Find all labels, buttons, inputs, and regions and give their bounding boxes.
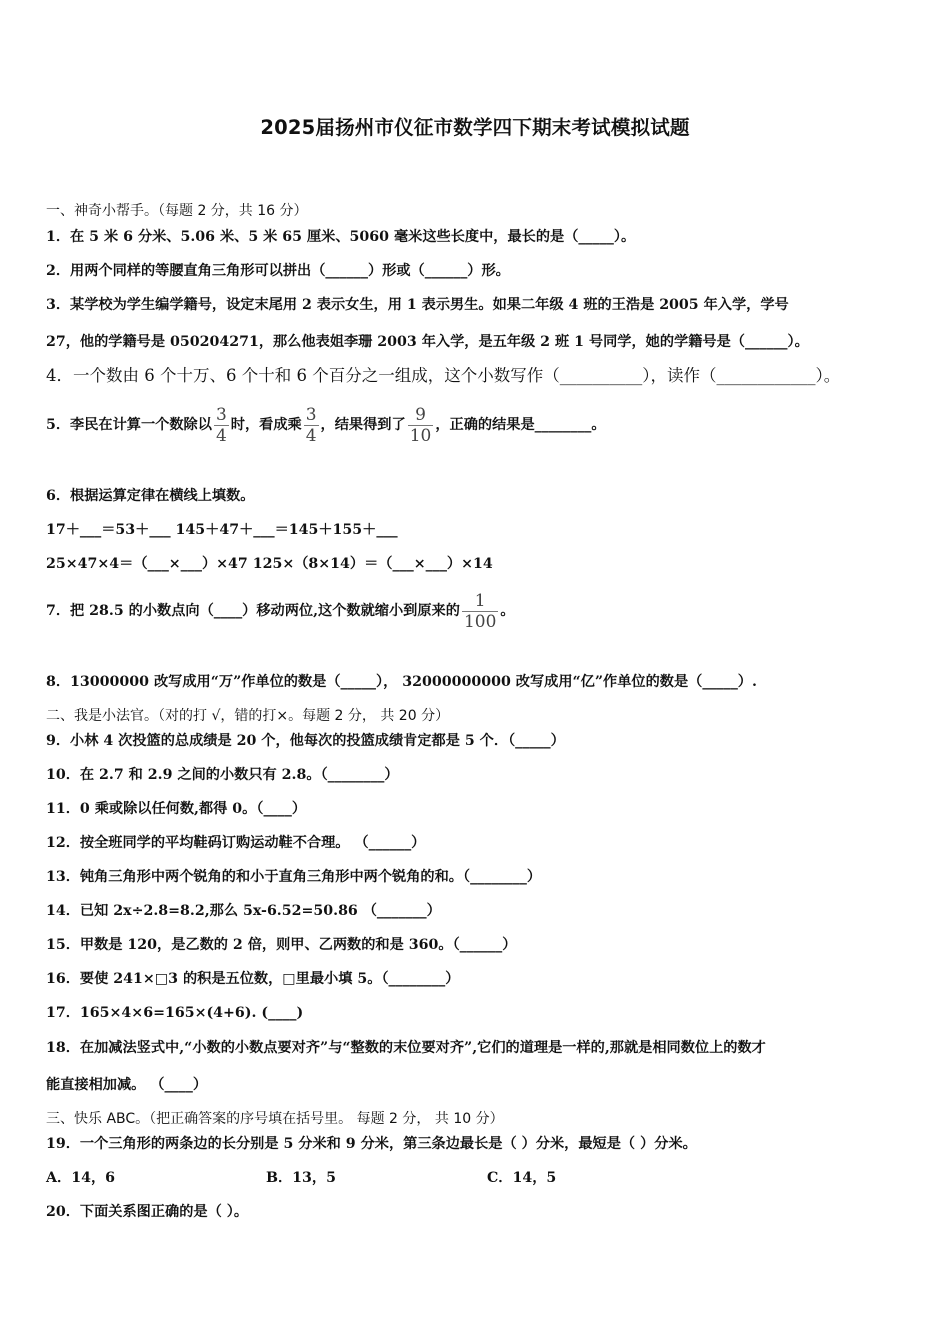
section-1-heading: 一、神奇小帮手。（每题 2 分，共 16 分） xyxy=(46,203,308,219)
question-12: 12．按全班同学的平均鞋码订购运动鞋不合理。 （______） xyxy=(46,835,426,851)
question-19-option-b: B．13，5 xyxy=(266,1170,336,1186)
question-16: 16．要使 241×□3 的积是五位数，□里最小填 5。（________） xyxy=(46,971,460,987)
question-19: 19．一个三角形的两条边的长分别是 5 分米和 9 分米，第三条边最长是（ ）分米，最短是（ ）分米。 xyxy=(46,1136,697,1152)
question-5-text-2: 时，看成乘 xyxy=(230,417,302,433)
question-5-text-1: 5．李民在计算一个数除以 xyxy=(46,417,212,433)
page-title: 2025届扬州市仪征市数学四下期末考试模拟试题 xyxy=(260,116,690,139)
fraction-three-quarters-b: $\frac{3}{4}$ xyxy=(305,404,317,446)
question-6-line-2: 25×47×4＝（___×___）×47 125×（8×14）＝（___×___）×14 xyxy=(46,556,493,572)
question-18-line-1: 18．在加减法竖式中,“小数的小数点要对齐”与“整数的末位要对齐”,它们的道理是一样的,那就是相同数位上的数才 xyxy=(46,1040,766,1056)
question-5-text-3: ，结果得到了 xyxy=(320,417,406,433)
fraction-three-quarters-a: $\frac{3}{4}$ xyxy=(215,404,227,446)
question-8: 8．13000000 改写成用“万”作单位的数是（_____）， 32000000000 改写成用“亿”作单位的数是（_____）. xyxy=(46,674,757,690)
question-6-line-1: 17＋___＝53＋___ 145＋47＋___＝145＋155＋___ xyxy=(46,522,398,538)
question-1: 1．在 5 米 6 分米、5.06 米、5 米 65 厘米、5060 毫米这些长度中，最长的是（_____）。 xyxy=(46,229,636,245)
question-10: 10．在 2.7 和 2.9 之间的小数只有 2.8。（________） xyxy=(46,767,399,783)
question-14: 14．已知 2x÷2.8=8.2,那么 5x-6.52=50.86 （_______） xyxy=(46,903,441,919)
question-19-option-a: A．14，6 xyxy=(46,1170,115,1186)
question-15: 15．甲数是 120，是乙数的 2 倍，则甲、乙两数的和是 360。（______） xyxy=(46,937,517,953)
question-2: 2．用两个同样的等腰直角三角形可以拼出（______）形或（______）形。 xyxy=(46,263,510,279)
question-13: 13．钝角三角形中两个锐角的和小于直角三角形中两个锐角的和。（________） xyxy=(46,869,542,885)
section-2-heading: 二、我是小法官。（对的打 √，错的打×。每题 2 分， 共 20 分） xyxy=(46,708,450,724)
question-3-line-2: 27，他的学籍号是 050204271，那么他表姐李珊 2003 年入学，是五年级 2 班 1 号同学，她的学籍号是（______）。 xyxy=(46,334,809,350)
question-11: 11．0 乘或除以任何数,都得 0。（____） xyxy=(46,801,307,817)
question-5-text-4: ，正确的结果是________。 xyxy=(435,417,606,433)
fraction-one-hundredth: $\frac{1}{100}$ xyxy=(463,590,497,632)
question-7 xyxy=(46,588,515,634)
question-19-option-c: C．14，5 xyxy=(487,1170,557,1186)
question-5 xyxy=(46,402,606,448)
question-6: 6．根据运算定律在横线上填数。 xyxy=(46,488,255,504)
question-7-text-1: 7．把 28.5 的小数点向（____）移动两位,这个数就缩小到原来的 xyxy=(46,603,460,619)
section-3-heading: 三、快乐 ABC。（把正确答案的序号填在括号里。 每题 2 分， 共 10 分） xyxy=(46,1111,504,1127)
question-17: 17．165×4×6=165×(4+6). (____) xyxy=(46,1005,304,1021)
question-18-line-2: 能直接相加减。 （____） xyxy=(46,1077,208,1093)
question-3-line-1: 3．某学校为学生编学籍号，设定末尾用 2 表示女生，用 1 表示男生。如果二年级 4 班的王浩是 2005 年入学，学号 xyxy=(46,297,789,313)
question-20: 20．下面关系图正确的是（ ）。 xyxy=(46,1204,249,1220)
question-4: 4．一个数由 6 个十万、6 个十和 6 个百分之一组成，这个小数写作（__________），读作（____________）。 xyxy=(46,366,841,385)
question-9: 9．小林 4 次投篮的总成绩是 20 个，他每次的投篮成绩肯定都是 5 个．（_____） xyxy=(46,733,565,749)
fraction-nine-tenths: $\frac{9}{10}$ xyxy=(409,404,432,446)
question-7-text-2: 。 xyxy=(500,603,515,619)
